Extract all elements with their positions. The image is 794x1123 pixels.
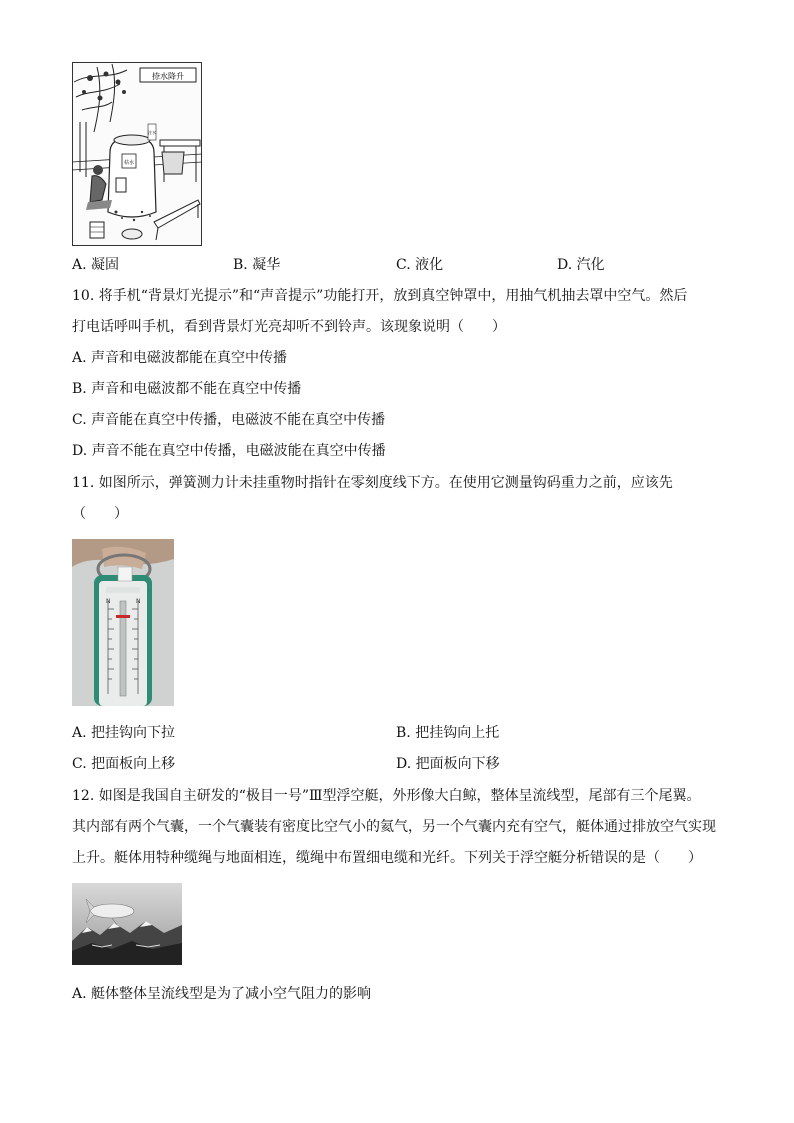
q10-stem-line1: 10. 将手机“背景灯光提示”和“声音提示”功能打开，放到真空钟罩中，用抽气机抽去罩中空气。然后 [72, 288, 688, 304]
q12-stem-line2: 其内部有两个气囊，一个气囊装有密度比空气小的氦气，另一个气囊内充有空气，艇体通过排放空气实现 [72, 819, 716, 835]
small-label: 注水 [148, 130, 156, 135]
q10-option-c: C. 声音能在真空中传播，电磁波不能在真空中传播 [72, 412, 386, 428]
q11-option-a: A. 把挂钩向下拉 [72, 725, 176, 741]
q10-option-a: A. 声音和电磁波都能在真空中传播 [72, 350, 288, 366]
q10-stem-line2: 打电话呼叫手机，看到背景灯光亮却听不到铃声。该现象说明（ ） [72, 319, 506, 335]
q10-option-b: B. 声音和电磁波都不能在真空中传播 [72, 381, 302, 397]
q11-option-c: C. 把面板向上移 [72, 756, 176, 772]
urn-label: 枯水 [123, 160, 135, 166]
scale-unit-right: N [136, 598, 141, 605]
q10-option-d: D. 声音不能在真空中传播，电磁波能在真空中传播 [72, 443, 386, 459]
q11-stem-line2: （ ） [72, 506, 128, 522]
q9-option-a: A. 凝固 [72, 257, 120, 273]
q12-stem-line1: 12. 如图是我国自主研发的“极目一号”Ⅲ型浮空艇，外形像大白鲸，整体呈流线型，尾部有三个尾翼。 [72, 788, 701, 804]
woodcut-drawing [72, 62, 202, 246]
airship-drawing [72, 883, 182, 965]
q11-stem-line1: 11. 如图所示，弹簧测力计未挂重物时指针在零刻度线下方。在使用它测量钩码重力之前，应该先 [72, 475, 673, 491]
q9-illustration [72, 62, 202, 246]
q11-spring-scale-photo [72, 539, 174, 706]
q12-option-a: A. 艇体整体呈流线型是为了减小空气阻力的影响 [72, 986, 372, 1002]
q11-option-b: B. 把挂钩向上托 [396, 725, 500, 741]
signboard-text: 捺水降升 [152, 72, 184, 81]
spring-scale-drawing [72, 539, 174, 706]
q9-option-c: C. 液化 [396, 257, 444, 273]
q12-airship-photo [72, 883, 182, 965]
scale-unit-left: N [106, 598, 111, 605]
q12-stem-line3: 上升。艇体用特种缆绳与地面相连，缆绳中布置细电缆和光纤。下列关于浮空艇分析错误的是（ ） [72, 850, 702, 866]
q11-option-d: D. 把面板向下移 [396, 756, 500, 772]
q9-option-b: B. 凝华 [233, 257, 281, 273]
q9-option-d: D. 汽化 [557, 257, 605, 273]
